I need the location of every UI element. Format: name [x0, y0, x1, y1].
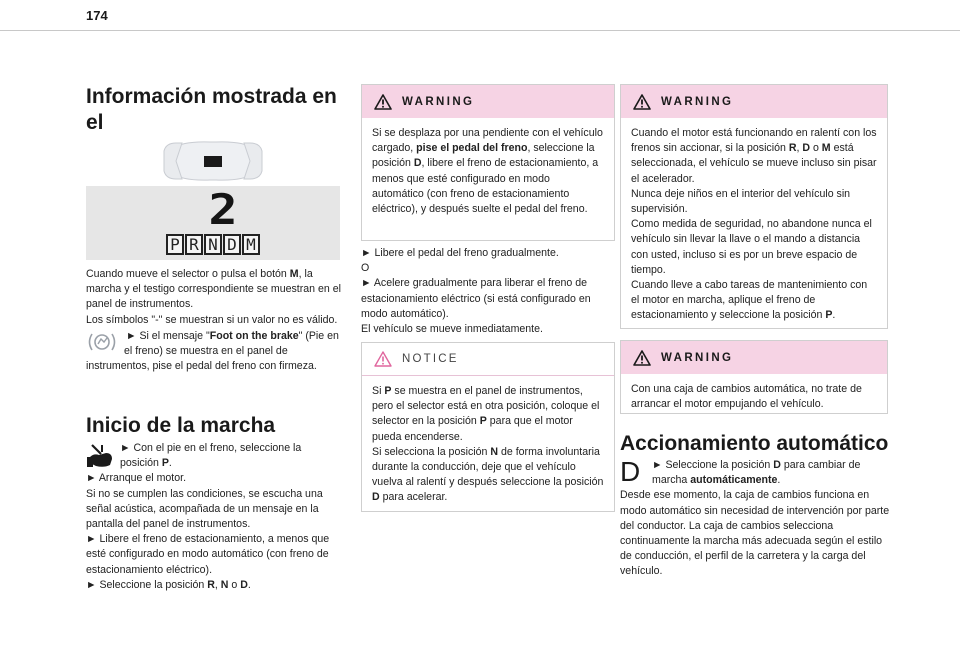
d-badge-icon: D	[620, 456, 641, 487]
warning-box-3	[620, 340, 888, 414]
panel-outline-icon	[86, 137, 340, 184]
para-automatic-mode: Desde ese momento, la caja de cambios funciona en modo automático sin necesidad de intervención por parte del conductor. La caja de cambios selecciona continuamente la marcha más adecuada según el estilo de conducción, el perfil de la carretera y la carga del vehículo.	[620, 489, 890, 578]
step-select-p: ► Con el pie en el freno, seleccione la posición P.	[86, 441, 342, 471]
col3-text	[620, 458, 890, 580]
gear-m: M	[242, 234, 260, 255]
para-selector: Cuando mueve el selector o pulsa el botón M, la marcha y el testigo correspondiente se muestran en el panel de instrumentos.	[86, 268, 341, 311]
warning-triangle-icon	[633, 350, 651, 366]
col1-text-2	[86, 441, 342, 593]
gear-p: P	[166, 234, 184, 255]
warning-title-2: WARNING	[661, 95, 734, 108]
gear-row	[166, 234, 260, 255]
text-vehicle-moves: El vehículo se mueve inmediatamente.	[361, 323, 543, 336]
para-symbols: Los símbolos "-" se muestran si un valor no es válido.	[86, 313, 338, 326]
notice-box	[361, 342, 615, 512]
para-foot-brake: ► Si el mensaje "Foot on the brake" (Pie en el freno) se muestra en el panel de instrumentos, pise el pedal del freno con firmeza.	[86, 329, 339, 373]
gear-d: D	[223, 234, 241, 255]
notice-title: NOTICE	[402, 353, 459, 365]
warning-title-1: WARNING	[402, 95, 475, 108]
warning-body-3: Con una caja de cambios automática, no trate de arrancar el motor empujando el vehículo.	[631, 383, 862, 411]
warning-header-3	[621, 341, 887, 374]
step-release-pedal: ► Libere el pedal del freno gradualmente.	[361, 247, 559, 259]
notice-triangle-icon	[374, 351, 392, 367]
warning-body-2: Cuando el motor está funcionando en ralentí con los frenos sin accionar, si la posición R, D o M está seleccionada, el vehículo se mueve incluso sin pisar el acelerador. Nunca deje niños en el interior del vehículo sin supervisión. Como medida de seguridad, no abandone nunca el vehículo sin llevar la llave o el mando a distancia con usted, incluso si es por un breve espacio de tiempo. Cuando lleve a cabo tareas de mantenimiento con el motor en marcha, aplique el freno de estacionamiento y seleccione la posición P.	[631, 127, 877, 322]
warning-box-2	[620, 84, 888, 329]
warning-triangle-icon	[374, 94, 392, 110]
top-divider	[0, 30, 960, 31]
para-conditions: Si no se cumplen las condiciones, se escucha una señal acústica, acompañada de un mensaje en la pantalla del panel de instrumentos.	[86, 487, 323, 531]
warning-body-1: Si se desplaza por una pendiente con el vehículo cargado, pise el pedal del freno, seleccione la posición D, libere el freno de estacionamiento, a menos que esté configurado en modo automático (con freno de estacionamiento eléctrico), y después suelte el pedal del freno.	[372, 127, 603, 216]
step-accelerate: ► Acelere gradualmente para liberar el freno de estacionamiento eléctrico (si está configurado en modo automático).	[361, 277, 591, 320]
col2-text	[361, 246, 619, 337]
col1-text-1	[86, 267, 342, 374]
section-title-automatic: Accionamiento automático	[620, 432, 889, 455]
gear-n: N	[204, 234, 222, 255]
step-release-brake: ► Libere el freno de estacionamiento, a menos que esté configurado en modo automático (con freno de estacionamiento eléctrico).	[86, 533, 330, 576]
gear-shift-hand-icon	[86, 443, 114, 469]
gear-r: R	[185, 234, 203, 255]
warning-header-1	[362, 85, 614, 118]
warning-title-3: WARNING	[661, 351, 734, 364]
step-select-d: D ► Seleccione la posición D para cambiar de marcha automáticamente.	[620, 456, 861, 487]
brake-warning-icon	[86, 331, 118, 353]
instrument-panel-illustration	[86, 137, 340, 184]
step-select-rnd: ► Seleccione la posición R, N o D.	[86, 578, 251, 591]
title-line-1: Información mostrada en el	[86, 85, 337, 134]
notice-body: Si P se muestra en el panel de instrumentos, pero el selector está en otra posición, coloque el selector en la posición P para que el motor pueda encenderse. Si selecciona la posición N de forma involuntaria durante la conducción, deje que el vehículo vuelva al ralentí y después seleccione la posición D para acelerar.	[372, 385, 604, 504]
section-title-start: Inicio de la marcha	[86, 414, 276, 437]
warning-triangle-icon	[633, 94, 651, 110]
text-or: O	[361, 262, 370, 275]
warning-header-2	[621, 85, 887, 118]
step-start-engine: ► Arranque el motor.	[86, 472, 187, 485]
notice-header	[362, 343, 614, 376]
warning-box-1	[361, 84, 615, 241]
page-number: 174	[86, 8, 108, 23]
gear-display-image	[86, 186, 340, 260]
current-gear: 2	[208, 185, 238, 234]
